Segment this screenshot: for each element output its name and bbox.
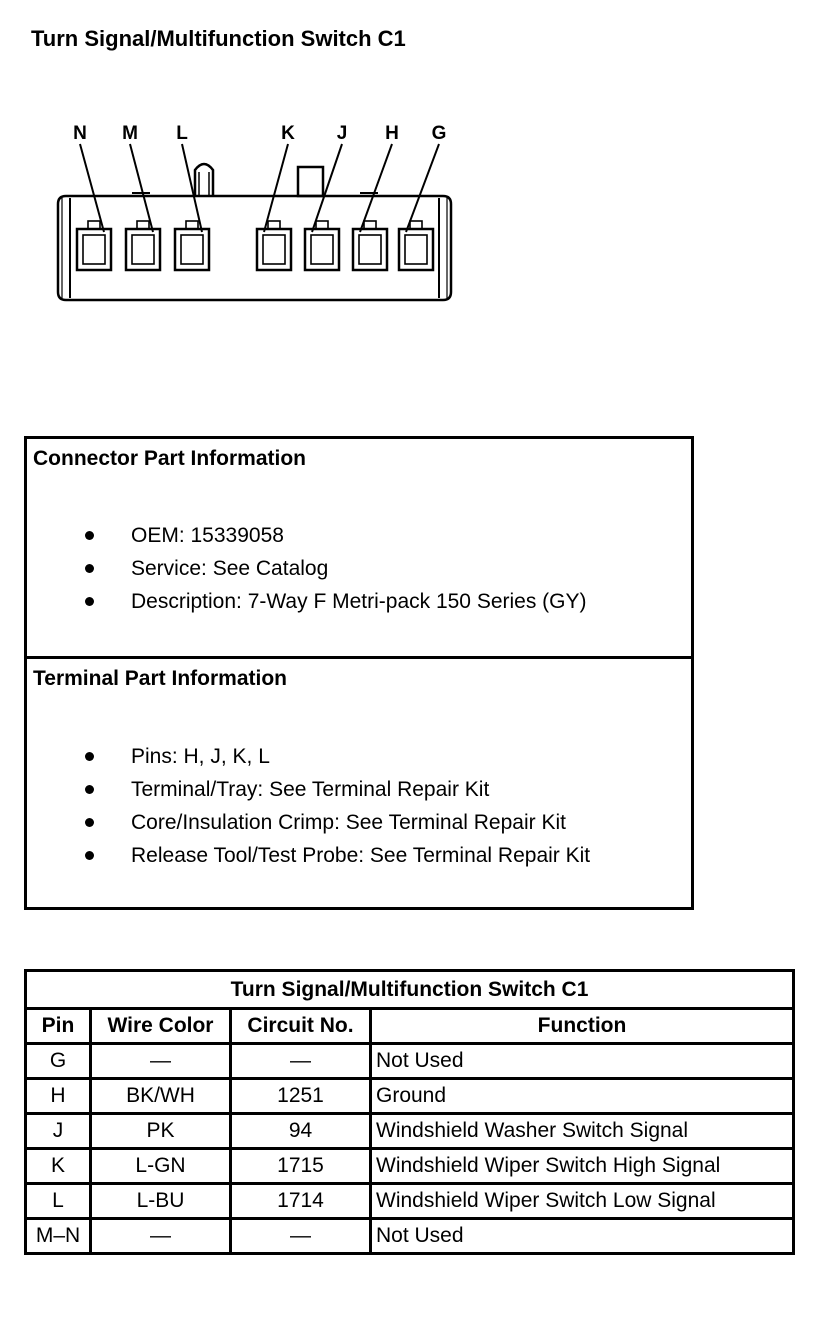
table-row xyxy=(26,1114,794,1149)
connector-housing xyxy=(58,196,451,300)
column-header-wire-color: Wire Color xyxy=(91,1009,231,1044)
pin-cell: H xyxy=(26,1079,91,1114)
wire-color-cell: L-GN xyxy=(91,1149,231,1184)
pin-cell: G xyxy=(26,1044,91,1079)
connector-diagram xyxy=(0,0,832,330)
pin-label-m: M xyxy=(122,123,138,144)
list-item: Release Tool/Test Probe: See Terminal Repair Kit xyxy=(27,839,590,872)
pin-label-n: N xyxy=(73,123,87,144)
connector-part-info-title: Connector Part Information xyxy=(33,447,307,470)
cavity-inner-j xyxy=(311,235,333,264)
cavity-inner-n xyxy=(83,235,105,264)
list-item: Core/Insulation Crimp: See Terminal Repair Kit xyxy=(27,806,590,839)
function-cell: Ground xyxy=(371,1079,794,1114)
pin-cell: J xyxy=(26,1114,91,1149)
bullet-icon xyxy=(85,564,94,573)
list-item: Terminal/Tray: See Terminal Repair Kit xyxy=(27,773,590,806)
pin-label-j: J xyxy=(336,123,348,144)
table-row xyxy=(26,1044,794,1079)
terminal-part-info-title: Terminal Part Information xyxy=(33,667,287,690)
function-cell: Windshield Wiper Switch High Signal xyxy=(371,1149,794,1184)
part-info-box xyxy=(24,436,694,910)
leader-line-m xyxy=(130,144,153,232)
pin-table xyxy=(24,969,795,1255)
pin-cell: K xyxy=(26,1149,91,1184)
table-row xyxy=(26,1219,794,1254)
circuit-cell: 94 xyxy=(231,1114,371,1149)
leader-line-n xyxy=(80,144,104,232)
circuit-cell: — xyxy=(231,1044,371,1079)
pin-label-g: G xyxy=(431,123,447,144)
wire-color-cell: — xyxy=(91,1044,231,1079)
leader-line-k xyxy=(264,144,288,232)
list-item: Service: See Catalog xyxy=(27,552,587,585)
function-cell: Not Used xyxy=(371,1219,794,1254)
bullet-icon xyxy=(85,818,94,827)
leader-line-j xyxy=(312,144,342,232)
connector-part-info-list xyxy=(27,519,587,618)
bullet-icon xyxy=(85,597,94,606)
pin-label-k: K xyxy=(281,123,295,144)
pin-cell: M–N xyxy=(26,1219,91,1254)
column-header-function: Function xyxy=(371,1009,794,1044)
wire-color-cell: BK/WH xyxy=(91,1079,231,1114)
leader-line-g xyxy=(406,144,439,232)
cavity-inner-g xyxy=(405,235,427,264)
bullet-icon xyxy=(85,752,94,761)
column-header-circuit-no: Circuit No. xyxy=(231,1009,371,1044)
list-item: Pins: H, J, K, L xyxy=(27,740,590,773)
circuit-cell: — xyxy=(231,1219,371,1254)
table-caption: Turn Signal/Multifunction Switch C1 xyxy=(26,971,794,1009)
terminal-part-info xyxy=(27,659,691,907)
wire-color-cell: — xyxy=(91,1219,231,1254)
cavity-inner-m xyxy=(132,235,154,264)
column-header-pin: Pin xyxy=(26,1009,91,1044)
circuit-cell: 1714 xyxy=(231,1184,371,1219)
circuit-cell: 1715 xyxy=(231,1149,371,1184)
bullet-icon xyxy=(85,785,94,794)
function-cell: Windshield Washer Switch Signal xyxy=(371,1114,794,1149)
wire-color-cell: L-BU xyxy=(91,1184,231,1219)
list-item: OEM: 15339058 xyxy=(27,519,587,552)
terminal-part-info-list xyxy=(27,740,590,872)
circuit-cell: 1251 xyxy=(231,1079,371,1114)
leader-line-h xyxy=(360,144,392,232)
cavity-inner-k xyxy=(263,235,285,264)
pin-label-l: L xyxy=(176,123,188,144)
table-row xyxy=(26,1149,794,1184)
function-cell: Windshield Wiper Switch Low Signal xyxy=(371,1184,794,1219)
function-cell: Not Used xyxy=(371,1044,794,1079)
list-item: Description: 7-Way F Metri-pack 150 Series (GY) xyxy=(27,585,587,618)
cavity-inner-h xyxy=(359,235,381,264)
table-header-row xyxy=(26,1009,794,1044)
connector-part-info xyxy=(27,439,691,659)
table-row xyxy=(26,1079,794,1114)
table-caption-row xyxy=(26,971,794,1009)
pin-label-h: H xyxy=(385,123,399,144)
bullet-icon xyxy=(85,531,94,540)
page-title: Turn Signal/Multifunction Switch C1 xyxy=(31,26,406,51)
bullet-icon xyxy=(85,851,94,860)
cavity-inner-l xyxy=(181,235,203,264)
pin-cell: L xyxy=(26,1184,91,1219)
table-row xyxy=(26,1184,794,1219)
key-post xyxy=(298,167,323,196)
wire-color-cell: PK xyxy=(91,1114,231,1149)
locking-tab xyxy=(195,164,213,196)
